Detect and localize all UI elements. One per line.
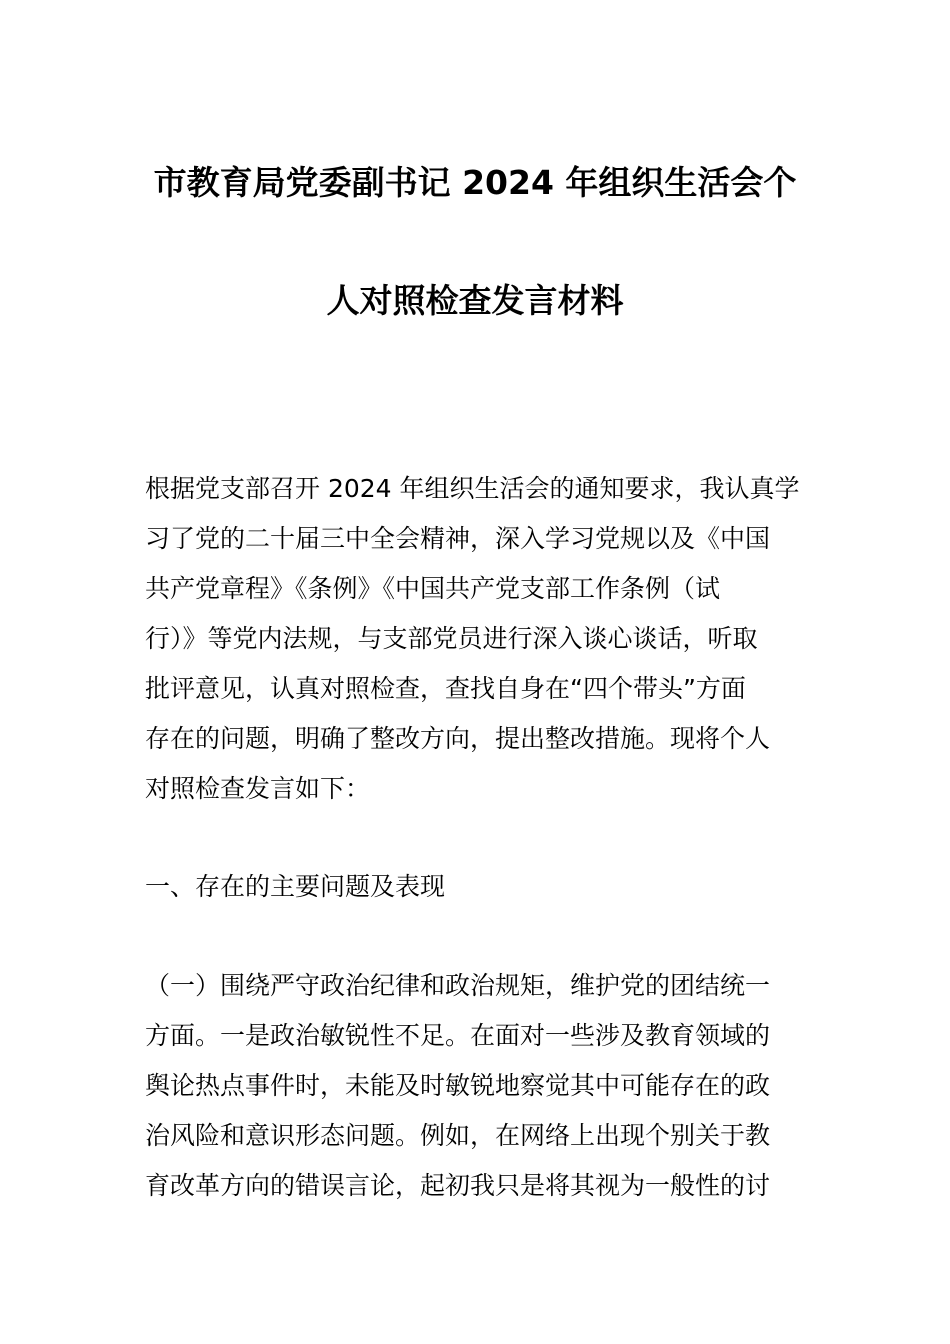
intro-line: 批评意见，认真对照检查，查找自身在“四个带头”方面 (145, 674, 746, 703)
section-1-paragraph (145, 961, 805, 1211)
intro-line: 存在的问题，明确了整改方向，提出整改措施。现将个人 (145, 724, 771, 753)
intro-line: 共产党章程》《条例》《中国共产党支部工作条例（试 (145, 574, 721, 603)
document-title-line-2: 人对照检查发言材料 (326, 281, 624, 320)
section-1-line: （一）围绕严守政治纪律和政治规矩，维护党的团结统一 (145, 971, 771, 1000)
intro-line: 习了党的二十届三中全会精神，深入学习党规以及《中国 (145, 524, 771, 553)
section-1-line: 治风险和意识形态问题。例如，在网络上出现个别关于教 (145, 1121, 771, 1150)
section-heading-text: 一、存在的主要问题及表现 (145, 872, 446, 901)
intro-line: 行）》等党内法规，与支部党员进行深入谈心谈话，听取 (145, 624, 758, 653)
intro-line: 对照检查发言如下： (145, 774, 371, 803)
section-1-line: 育改革方向的错误言论，起初我只是将其视为一般性的讨 (145, 1171, 771, 1200)
intro-paragraph (145, 464, 805, 814)
intro-line: 根据党支部召开 2024 年组织生活会的通知要求，我认真学 (145, 474, 800, 503)
document-title-line-1: 市教育局党委副书记 2024 年组织生活会个 (153, 163, 797, 202)
section-1-line: 方面。一是政治敏锐性不足。在面对一些涉及教育领域的 (145, 1021, 771, 1050)
section-1-line: 舆论热点事件时，未能及时敏锐地察觉其中可能存在的政 (145, 1071, 771, 1100)
section-heading (145, 862, 805, 912)
